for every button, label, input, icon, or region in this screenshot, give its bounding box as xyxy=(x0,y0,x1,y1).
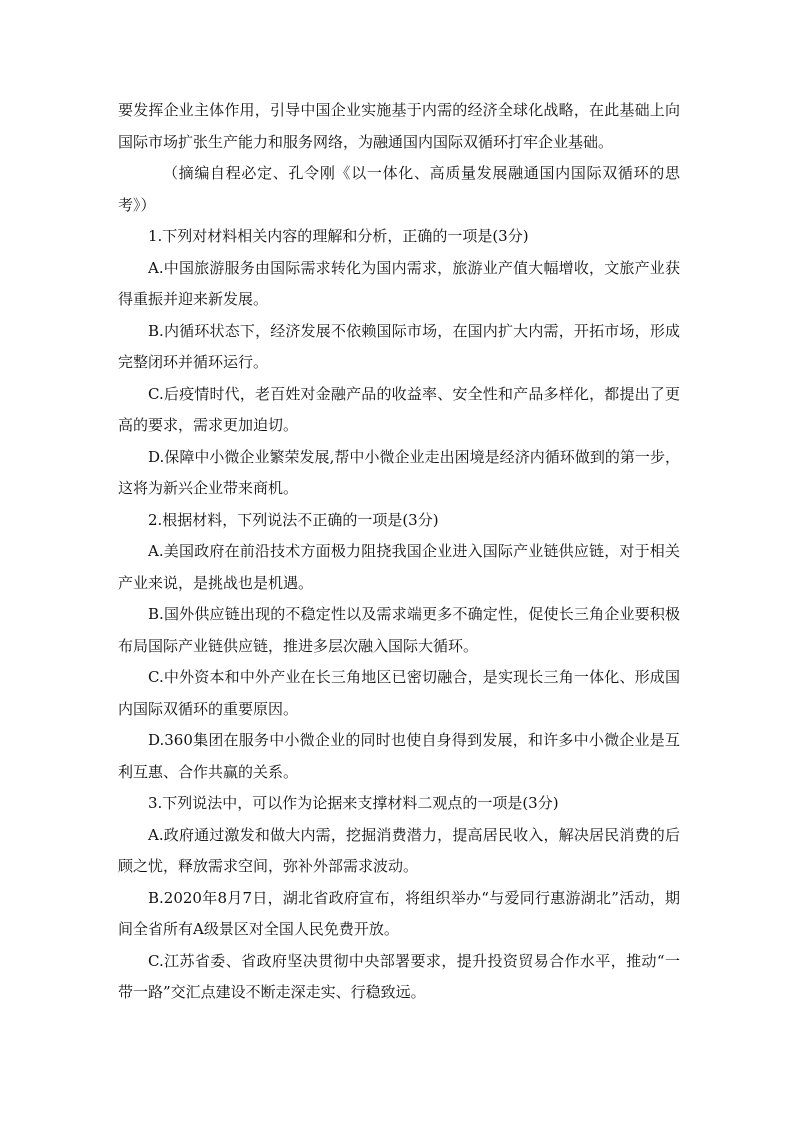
question-3-option-a: A.政府通过激发和做大内需，挖掘消费潜力，提高居民收入，解决居民消费的后顾之忧，释放需求空间，弥补外部需求波动。 xyxy=(118,825,680,875)
question-1-stem: 1.下列对材料相关内容的理解和分析，正确的一项是(3分) xyxy=(148,227,529,245)
question-2-option-d: D.360集团在服务中小微企业的同时也使自身得到发展，和许多中小微企业是互利互惠、合作共赢的关系。 xyxy=(118,731,680,781)
question-2-option-a: A.美国政府在前沿技术方面极力阻挠我国企业进入国际产业链供应链，对于相关产业来说，是挑战也是机遇。 xyxy=(118,542,680,592)
question-2-option-c: C.中外资本和中外产业在长三角地区已密切融合，是实现长三角一体化、形成国内国际双循环的重要原因。 xyxy=(118,668,680,718)
question-3-stem: 3.下列说法中，可以作为论据来支撑材料二观点的一项是(3分) xyxy=(148,794,559,812)
question-3-option-b: B.2020年8月7日，湖北省政府宣布，将组织举办“与爱同行惠游湖北”活动，期间全省所有A级景区对全国人民免费开放。 xyxy=(118,888,680,938)
question-1-option-d: D.保障中小微企业繁荣发展,帮中小微企业走出困境是经济内循环做到的第一步，这将为新兴企业带来商机。 xyxy=(118,447,680,497)
question-1-option-b: B.内循环状态下，经济发展不依赖国际市场，在国内扩大内需，开拓市场，形成完整闭环并循环运行。 xyxy=(118,321,680,371)
question-1-option-a: A.中国旅游服务由国际需求转化为国内需求，旅游业产值大幅增收，文旅产业获得重振并迎来新发展。 xyxy=(118,258,680,308)
question-3-option-c: C.江苏省委、省政府坚决贯彻中央部署要求，提升投资贸易合作水平，推动“一带一路”交汇点建设不断走深走实、行稳致远。 xyxy=(118,951,680,1001)
paragraph-intro: 要发挥企业主体作用，引导中国企业实施基于内需的经济全球化战略，在此基础上向国际市场扩张生产能力和服务网络，为融通国内国际双循环打牢企业基础。 xyxy=(118,101,680,151)
question-1-option-c: C.后疫情时代，老百姓对金融产品的收益率、安全性和产品多样化，都提出了更高的要求，需求更加迫切。 xyxy=(118,384,680,434)
question-2-stem: 2.根据材料，下列说法不正确的一项是(3分) xyxy=(148,510,439,529)
source-citation: （摘编自程必定、孔令刚《以一体化、高质量发展融通国内国际双循环的思考》） xyxy=(118,164,680,214)
question-2-option-b: B.国外供应链出现的不稳定性以及需求端更多不确定性，促使长三角企业要积极布局国际产业链供应链，推进多层次融入国际大循环。 xyxy=(118,605,680,655)
document-body xyxy=(118,95,680,1009)
